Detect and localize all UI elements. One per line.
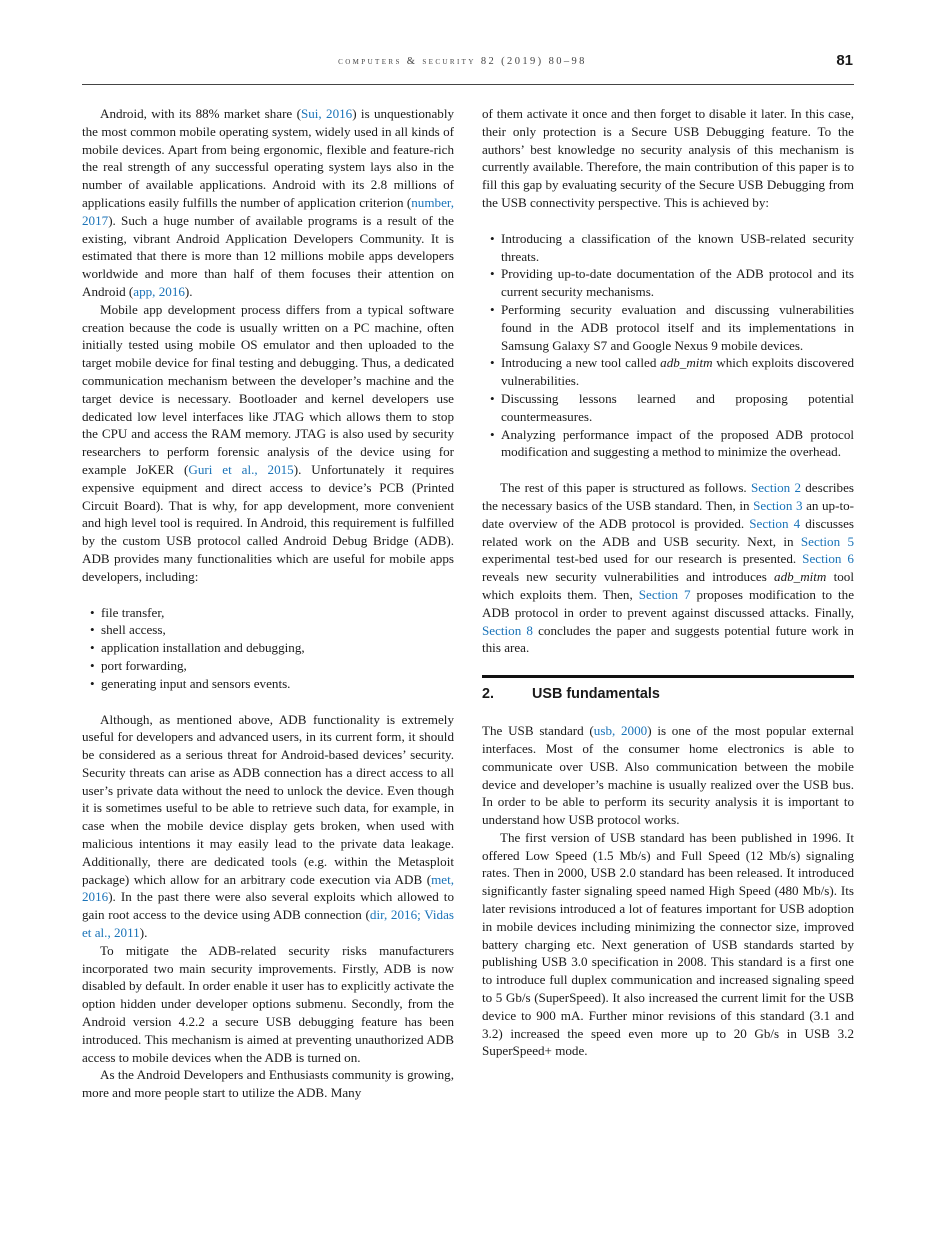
section-title: USB fundamentals bbox=[532, 686, 660, 703]
list-item bbox=[482, 354, 854, 390]
right-column bbox=[482, 105, 854, 1060]
paragraph-usb-history: The first version of USB standard has been published in 1996. It offered Low Speed (1.5 Mb/s) and Full Speed (12 Mb/s) signaling rates. Then in 2000, USB 2.0 standard has been released. It introduced significantly faster signaling speed named High Speed (480 Mb/s). Its later revisions introduced a lot of features important for USB adoption in mobile devices including minimizing the connector size, improved battery charging etc. Next generation of USB standards started by publishing USB 3.0 specification in 2008. This standard is a first one to introduce full duplex communication and increased signaling speed to 5 Gb/s (SuperSpeed). It also increased the current limit for the USB device to 900 mA. Further minor revisions of this standard (3.1 and 3.2) increased the speed even more up to 20 Gb/s in USB 3.2 SuperSpeed+ mode. bbox=[482, 829, 854, 1059]
text-span: Although, as mentioned above, ADB functionality is extremely useful for developers and advanced users, in its current form, it should be considered as a serious threat for Android-based devices’ security. Security threats can arise as ADB connection has a direct access to all user’s private data without the need to unlock the device. Even though it is sometimes useful to be able to retrieve such data, for example, in case when the mobile device display gets broken, when used with malicious intentions it may easily lead to the private data leakage. Additionally, there are dedicated tools (e.g. within the Metasploit package) which allow for an arbitrary code execution via ADB ( bbox=[82, 711, 454, 887]
section-link[interactable]: Section 2 bbox=[750, 480, 802, 496]
text-span: proposes modification to the ADB protocol in order to prevent against discussed attacks. Finally, bbox=[482, 586, 855, 620]
text-span: Introducing a new tool called bbox=[501, 355, 661, 371]
paragraph-mitigation: To mitigate the ADB-related security risks manufacturers incorporated two main security improvements. Firstly, ADB is now disabled by default. In order enable it user has to explicitly activate the option hidden under developer options submenu. Secondly, from the Android version 4.2.2 a secure USB debugging feature has been introduced. This mechanism is aimed at preventing unauthorized ADB access to mobile devices when the ADB is turned on. bbox=[82, 942, 454, 1065]
paragraph-structure bbox=[482, 479, 854, 657]
text-span: which exploits discovered vulnerabilities. bbox=[501, 355, 854, 389]
section-link[interactable]: Section 8 bbox=[482, 622, 533, 638]
section-link[interactable]: Section 5 bbox=[800, 533, 854, 549]
text-span: Mobile app development process differs from a typical software creation because the code is usually written on a PC machine, often initially tested using mobile OS emulator and then uploaded to the target mobile device for final testing and debugging. Thus, a dedicated communication mechanism between the developer’s machine and the target device is necessary. Bootloader and kernel developers use dedicated low level interfaces like JTAG which allows them to stop the CPU and access the RAM memory. JTAG is also used by security researchers to perform forensic analysis of the device using for example JoKER ( bbox=[82, 301, 454, 477]
text-span: reveals new security vulnerabilities and introduces bbox=[482, 569, 775, 585]
list-item: • Analyzing performance impact of the proposed ADB protocol modification and suggesting a method to minimize the overhead. bbox=[482, 426, 854, 462]
text-span: ). In the past there were also several exploits which allowed to gain root access to the device using ADB connection ( bbox=[82, 889, 454, 923]
text-span: ). Such a huge number of available programs is a result of the existing, vibrant Android Application Developers Community. It is estimated that there is more than 12 millions mobile apps developers worldwide and more than half of them focuses their attention on Android ( bbox=[82, 212, 454, 299]
section-link[interactable]: Section 3 bbox=[753, 497, 803, 513]
paragraph-community: As the Android Developers and Enthusiasts community is growing, more and more people start to utilize the ADB. Many bbox=[82, 1067, 454, 1101]
text-span: tool which exploits them. Then, bbox=[482, 569, 854, 602]
paragraph-contribution: of them activate it once and then forget to disable it later. In this case, their only protection is a Secure USB Debugging feature. To the authors’ best knowledge no security analysis of this mechanism is currently available. Therefore, the main contribution of this paper is to fill this gap by evaluating security of the Secure USB Debugging from the USB connectivity perspective. This is achieved by: bbox=[482, 106, 854, 210]
text-span: ). Unfortunately it requires expensive equipment and direct access to device’s PCB (Printed Circuit Board). That is why, for app development, more convenient and high level tool is required. In Android, this requirement is fulfilled by the custom USB protocol called Android Debug Bridge (ADB). ADB provides many functionalities which are useful for mobile apps developers, including: bbox=[82, 461, 454, 584]
paragraph-usb-intro bbox=[482, 722, 854, 829]
list-item: • Introducing a classification of the known USB-related security threats. bbox=[482, 230, 854, 266]
paragraph-intro bbox=[82, 105, 454, 301]
citation-link[interactable]: number, 2017 bbox=[82, 194, 454, 228]
list-item: • shell access, bbox=[82, 621, 454, 639]
section-link[interactable]: Section 4 bbox=[749, 515, 801, 531]
list-item: • application installation and debugging, bbox=[82, 639, 454, 657]
text-span: an up-to-date overview of the ADB protocol is provided. bbox=[482, 497, 854, 531]
text-span: ) is unquestionably the most common mobile operating system, widely used in all kinds of mobile devices. Apart from being ergonomic, flexible and feature-rich the real strength of any successful operating system lays also in the number of available applications. Android with its 2.8 millions of applications easily fulfills the number of application criterion ( bbox=[82, 106, 455, 210]
citation-link[interactable]: Sui, 2016 bbox=[300, 106, 353, 121]
running-head: computers & security 82 (2019) 80–98 bbox=[338, 56, 587, 67]
text-span: describes the necessary basics of the USB standard. Then, in bbox=[482, 480, 854, 513]
text-span: ). bbox=[139, 925, 148, 941]
section-link[interactable]: Section 6 bbox=[802, 551, 854, 567]
citation-link[interactable]: Guri et al., 2015 bbox=[188, 461, 294, 477]
citation-link[interactable]: met, 2016 bbox=[82, 871, 454, 905]
list-item: • Discussing lessons learned and proposing potential countermeasures. bbox=[482, 390, 854, 426]
page-number: 81 bbox=[836, 52, 853, 69]
section-rule bbox=[482, 675, 854, 678]
text-span: The USB standard ( bbox=[482, 723, 594, 739]
paragraph-development bbox=[82, 301, 454, 586]
contributions-list bbox=[482, 230, 854, 461]
tool-name: adb_mitm bbox=[660, 355, 713, 371]
citation-link[interactable]: app, 2016 bbox=[133, 283, 185, 299]
text-span: ). bbox=[184, 283, 193, 299]
list-item: • Providing up-to-date documentation of the ADB protocol and its current security mechanisms. bbox=[482, 265, 854, 301]
tool-name: adb_mitm bbox=[774, 569, 827, 585]
text-span: The rest of this paper is structured as follows. bbox=[500, 480, 751, 496]
list-item: • file transfer, bbox=[82, 604, 454, 622]
section-number: 2. bbox=[482, 686, 495, 703]
adb-features-list bbox=[82, 604, 454, 693]
section-heading bbox=[482, 684, 854, 704]
header-rule bbox=[82, 84, 854, 85]
text-span: Android, with its 88% market share ( bbox=[100, 106, 301, 121]
left-column bbox=[82, 105, 454, 1102]
citation-link[interactable]: dir, 2016; Vidas et al., 2011 bbox=[82, 907, 454, 941]
list-item: • generating input and sensors events. bbox=[82, 675, 454, 693]
citation-link[interactable]: usb, 2000 bbox=[593, 723, 648, 739]
text-span: concludes the paper and suggests potential future work in this area. bbox=[482, 622, 854, 656]
text-span: ) is one of the most popular external interfaces. Most of the consumer home electronics is able to communicate over USB. Also communication between the mobile device and developer’s machine is usually realized over the USB bus. In order to be able to perform its security analysis it is important to understand how USB protocol works. bbox=[482, 723, 854, 828]
text-span: discusses related work on the ADB and USB security. Next, in bbox=[482, 515, 854, 549]
paragraph-threats bbox=[82, 711, 454, 942]
text-span: experimental test-bed used for our research is presented. bbox=[482, 551, 803, 567]
section-link[interactable]: Section 7 bbox=[638, 586, 691, 602]
list-item: • port forwarding, bbox=[82, 657, 454, 675]
list-item: • Performing security evaluation and discussing vulnerabilities found in the ADB protocol itself and its implementations in Samsung Galaxy S7 and Google Nexus 9 mobile devices. bbox=[482, 301, 854, 354]
